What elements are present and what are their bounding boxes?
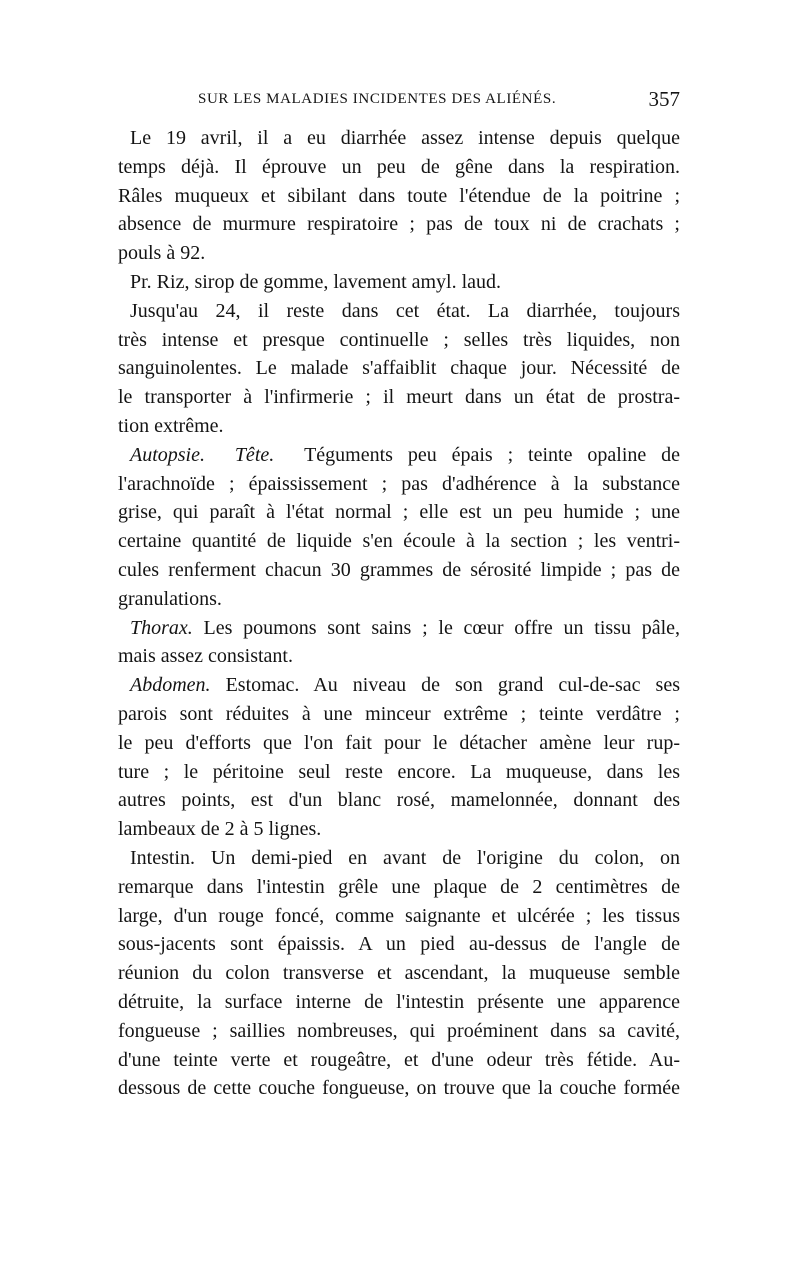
text-line: lambeaux de 2 à 5 lignes.: [118, 818, 322, 841]
body-text: [118, 124, 680, 1103]
text-line-content: Téguments peu épais ; teinte opaline de: [304, 443, 681, 466]
text-line: temps déjà. Il éprouve un peu de gêne dans la respiration.: [118, 155, 680, 178]
text-line-content: Estomac. Au niveau de son grand cul-de-sac ses: [225, 674, 680, 697]
text-line: pouls à 92.: [118, 242, 206, 265]
tete-label: Tête.: [234, 443, 275, 466]
running-header: [118, 87, 680, 115]
text-line: grise, qui paraît à l'état normal ; elle est un peu humide ; une: [118, 501, 680, 524]
text-line-content: Les poumons sont sains ; le cœur offre un tissu pâle,: [203, 616, 681, 639]
running-title: SUR LES MALADIES INCIDENTES DES ALIÉNÉS.: [198, 91, 557, 107]
text-line: cules renferment chacun 30 grammes de sérosité limpide ; pas de: [118, 558, 680, 581]
text-line: Râles muqueux et sibilant dans toute l'étendue de la poitrine ;: [118, 184, 680, 207]
text-line: l'arachnoïde ; épaississement ; pas d'adhérence à la substance: [118, 472, 680, 495]
text-line: granulations.: [118, 587, 222, 610]
text-line: tion extrême.: [118, 414, 224, 437]
text-line: le transporter à l'infirmerie ; il meurt dans un état de prostra-: [118, 386, 680, 409]
text-line: large, d'un rouge foncé, comme saignante et ulcérée ; les tissus: [118, 904, 680, 927]
text-line: absence de murmure respiratoire ; pas de toux ni de crachats ;: [118, 213, 680, 236]
abdomen-label: Abdomen.: [130, 674, 211, 697]
page-number: 357: [648, 87, 680, 111]
text-line: certaine quantité de liquide s'en écoule à la section ; les ventri-: [118, 530, 680, 553]
text-line: [118, 614, 680, 643]
text-line: mais assez consistant.: [118, 645, 293, 668]
text-line: Jusqu'au 24, il reste dans cet état. La diarrhée, toujours: [130, 299, 680, 322]
text-line: remarque dans l'intestin grêle une plaque de 2 centimètres de: [118, 875, 680, 898]
text-line: Pr. Riz, sirop de gomme, lavement amyl. laud.: [130, 270, 502, 293]
text-line: sanguinolentes. Le malade s'affaiblit chaque jour. Nécessité de: [118, 357, 680, 380]
text-line: Le 19 avril, il a eu diarrhée assez intense depuis quelque: [130, 127, 680, 149]
text-line: d'une teinte verte et rougeâtre, et d'une odeur très fétide. Au-: [118, 1048, 680, 1071]
text-line: dessous de cette couche fongueuse, on trouve que la couche formée: [118, 1077, 680, 1100]
text-line: ture ; le péritoine seul reste encore. La muqueuse, dans les: [118, 760, 680, 783]
text-line: [118, 441, 680, 470]
text-line: détruite, la surface interne de l'intestin présente une apparence: [118, 990, 680, 1013]
text-line: autres points, est d'un blanc rosé, mamelonnée, donnant des: [118, 789, 680, 812]
text-line: très intense et presque continuelle ; selles très liquides, non: [118, 328, 680, 351]
thorax-label: Thorax.: [130, 616, 193, 639]
text-line: réunion du colon transverse et ascendant, la muqueuse semble: [118, 962, 680, 985]
text-line: sous-jacents sont épaissis. A un pied au-dessus de l'angle de: [118, 933, 680, 956]
text-line: fongueuse ; saillies nombreuses, qui proéminent dans sa cavité,: [118, 1019, 680, 1042]
text-line: [118, 671, 680, 700]
autopsie-label: Autopsie.: [130, 443, 205, 466]
text-line: Intestin. Un demi-pied en avant de l'origine du colon, on: [130, 846, 680, 869]
text-line: parois sont réduites à une minceur extrême ; teinte verdâtre ;: [118, 702, 680, 725]
text-line: le peu d'efforts que l'on fait pour le détacher amène leur rup-: [118, 731, 680, 754]
